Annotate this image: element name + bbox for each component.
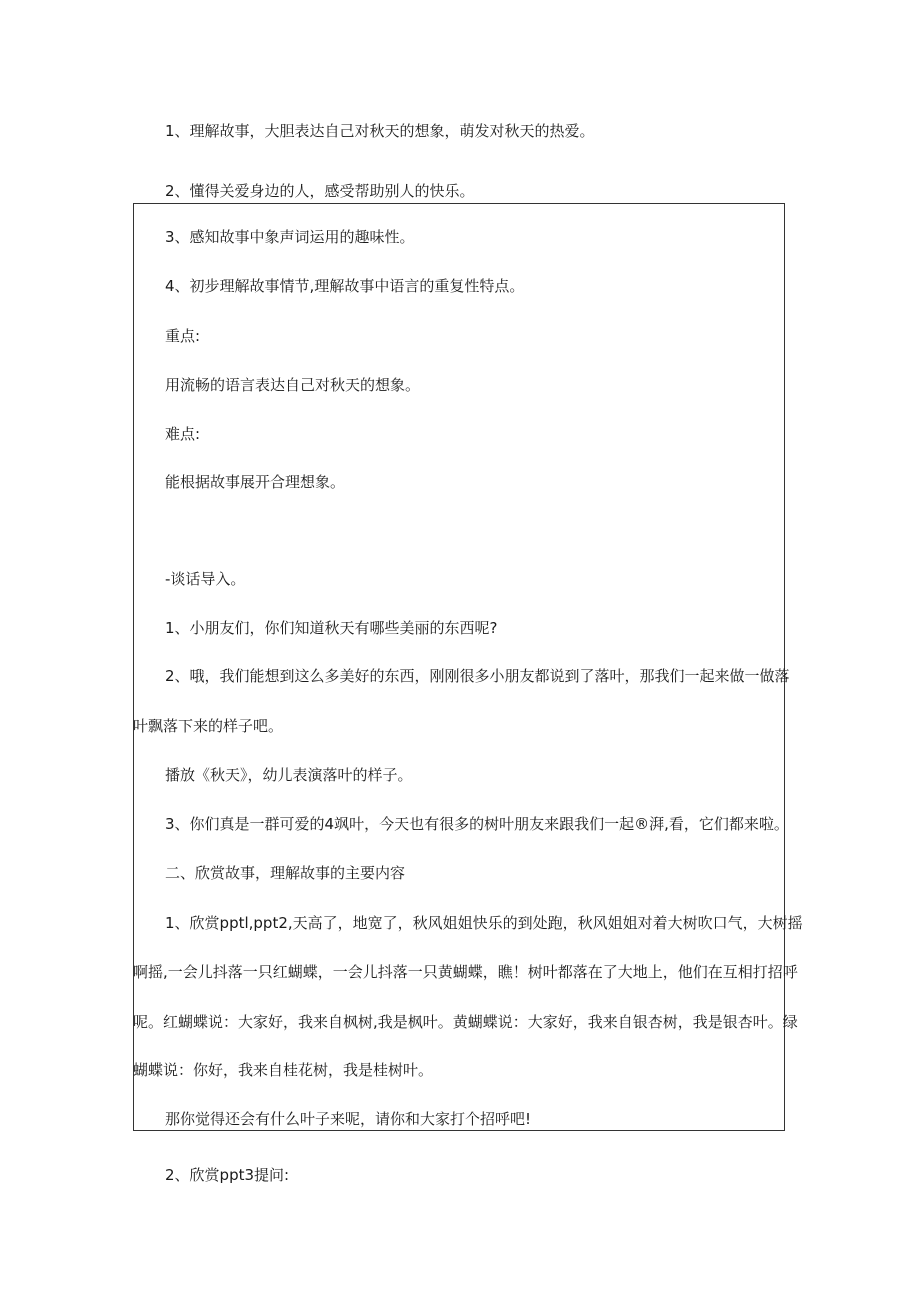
section2-heading: 二、欣赏故事，理解故事的主要内容 [165,864,406,882]
objective-4: 4、初步理解故事情节,理解故事中语言的重复性特点。 [165,277,525,295]
section2-question-2: 2、欣赏ppt3提问: [165,1166,290,1184]
section2-story-line2: 啊摇,一会儿抖落一只红蝴蝶，一会儿抖落一只黄蝴蝶，瞧！树叶都落在了大地上，他们在互相打招呼 [133,963,798,981]
section2-story-line4: 蝴蝶说：你好，我来自桂花树，我是桂树叶。 [133,1061,434,1079]
objective-3: 3、感知故事中象声词运用的趣味性。 [165,228,415,246]
key-point-text: 用流畅的语言表达自己对秋天的想象。 [165,376,421,394]
key-point-label: 重点: [165,327,201,345]
section2-story-line3: 呢。红蝴蝶说：大家好，我来自枫树,我是枫叶。黄蝴蝶说：大家好，我来自银杏树，我是银杏叶。绿 [133,1013,798,1031]
difficulty-text: 能根据故事展开合理想象。 [165,473,346,491]
section2-story-line1: 1、欣赏pptl,ppt2,天高了，地宽了，秋风姐姐快乐的到处跑，秋风姐姐对着大树吹口气，大树摇 [165,914,803,932]
section1-question-2-line1: 2、哦，我们能想到这么多美好的东西，刚刚很多小朋友都说到了落叶，那我们一起来做一做落 [165,667,790,685]
objective-2: 2、懂得关爱身边的人，感受帮助别人的快乐。 [165,182,475,200]
section1-question-3: 3、你们真是一群可爱的4飒叶，今天也有很多的树叶朋友来跟我们一起®湃,看，它们都来啦。 [165,815,789,833]
section1-question-1: 1、小朋友们，你们知道秋天有哪些美丽的东西呢? [165,619,498,637]
section2-prompt: 那你觉得还会有什么叶子来呢，请你和大家打个招呼吧! [165,1110,532,1128]
difficulty-label: 难点: [165,425,201,443]
section1-heading: -谈话导入。 [165,570,246,588]
objective-1: 1、理解故事，大胆表达自己对秋天的想象，萌发对秋天的热爱。 [165,122,595,140]
section1-play-instruction: 播放《秋天》，幼儿表演落叶的样子。 [165,766,413,784]
section1-question-2-line2: 叶飘落下来的样子吧。 [133,717,284,735]
